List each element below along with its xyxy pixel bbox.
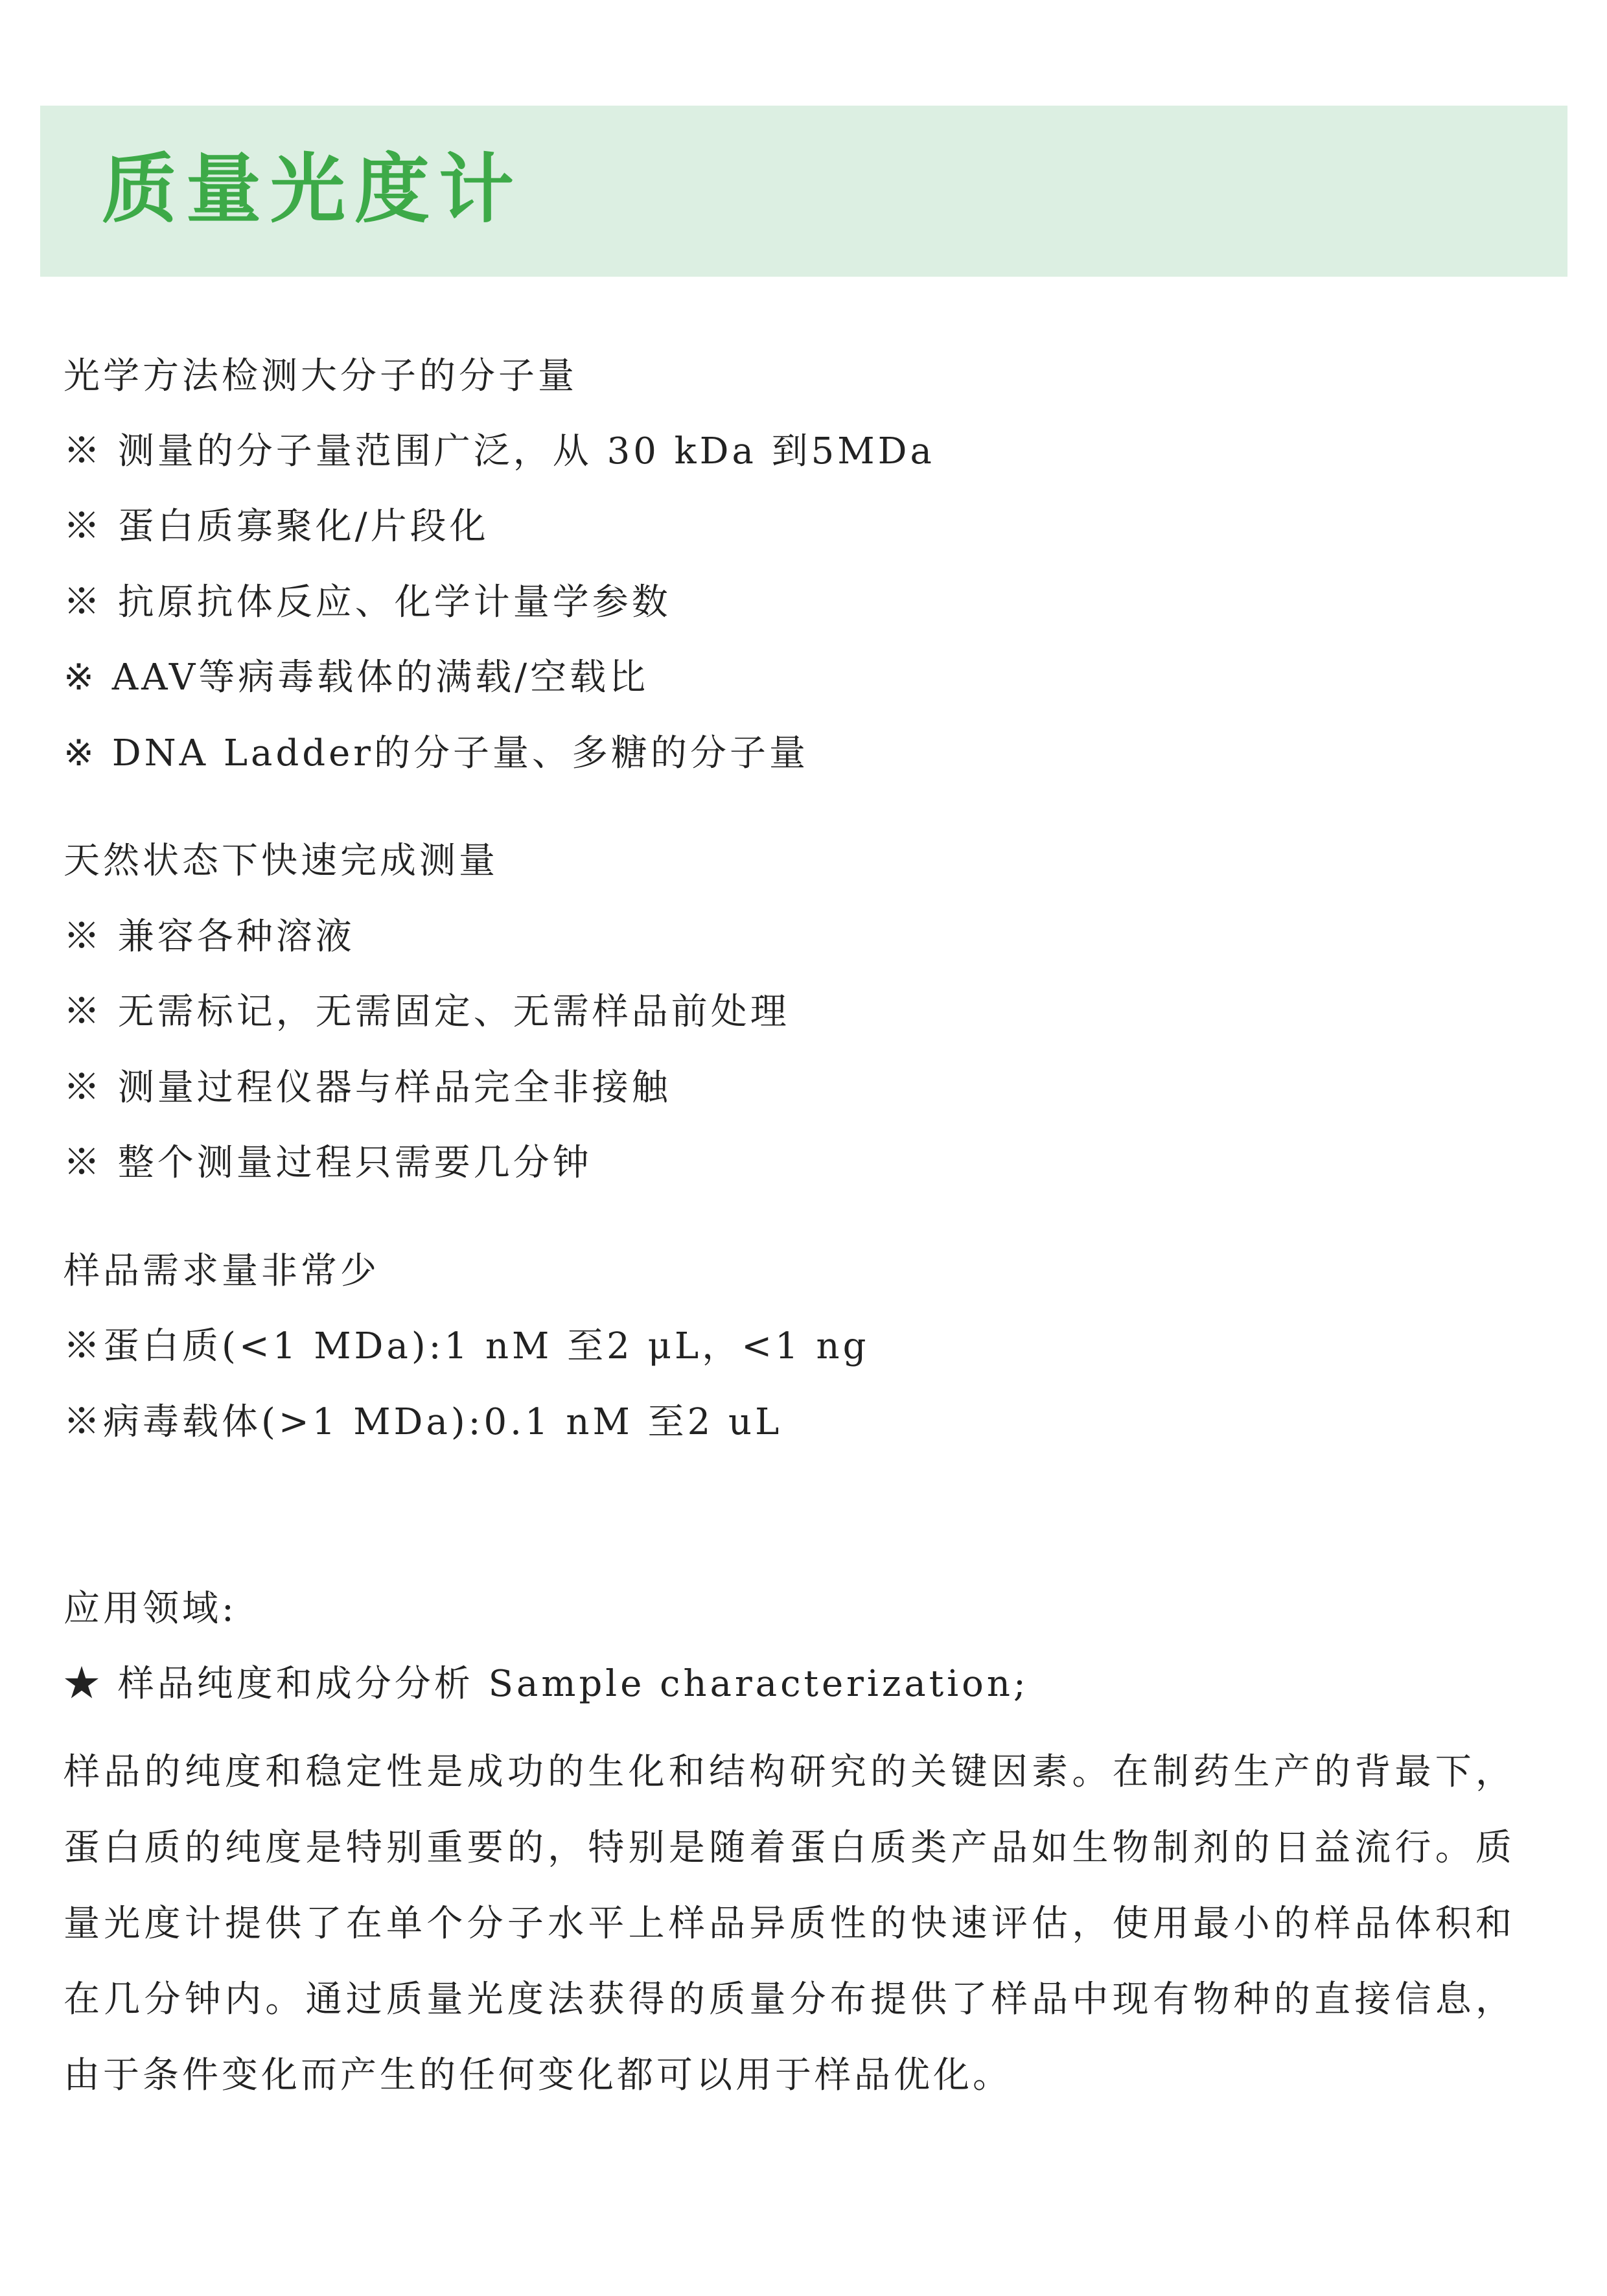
title-band [40,106,1567,277]
applications-heading: 应用领域: [64,1588,237,1630]
list-item: ※蛋白质(<1 MDa):1 nM 至2 μL，<1 ng [64,1325,870,1367]
list-item: ※ 测量过程仪器与样品完全非接触 [64,1067,671,1109]
section-heading-native-state: 天然状态下快速完成测量 [64,840,498,882]
list-item: ※ 兼容各种溶液 [64,916,355,958]
page-title: 质量光度计 [102,146,523,233]
list-item: ※ 整个测量过程只需要几分钟 [64,1142,592,1184]
list-item: ※ AAV等病毒载体的满载/空载比 [64,656,649,699]
section-heading-sample-amount: 样品需求量非常少 [64,1250,380,1292]
list-item: ※ 抗原抗体反应、化学计量学参数 [64,581,671,623]
section-heading-molecular-weight: 光学方法检测大分子的分子量 [64,355,577,397]
applications-item: ★ 样品纯度和成分分析 Sample characterization; [64,1663,1029,1705]
list-item: ※ 测量的分子量范围广泛，从 30 kDa 到5MDa [64,430,935,472]
list-item: ※病毒载体(>1 MDa):0.1 nM 至2 uL [64,1401,783,1443]
applications-paragraph: 样品的纯度和稳定性是成功的生化和结构研究的关键因素。在制药生产的背最下，蛋白质的纯度是特别重要的，特别是随着蛋白质类产品如生物制剂的日益流行。质量光度计提供了在单个分子水平上样品异质性的快速评估，使用最小的样品体积和在几分钟内。通过质量光度法获得的质量分布提供了样品中现有物种的直接信息，由于条件变化而产生的任何变化都可以用于样品优化。 [64,1751,1515,2096]
list-item: ※ 无需标记，无需固定、无需样品前处理 [64,991,790,1033]
list-item: ※ DNA Ladder的分子量、多糖的分子量 [64,732,809,774]
list-item: ※ 蛋白质寡聚化/片段化 [64,505,489,548]
